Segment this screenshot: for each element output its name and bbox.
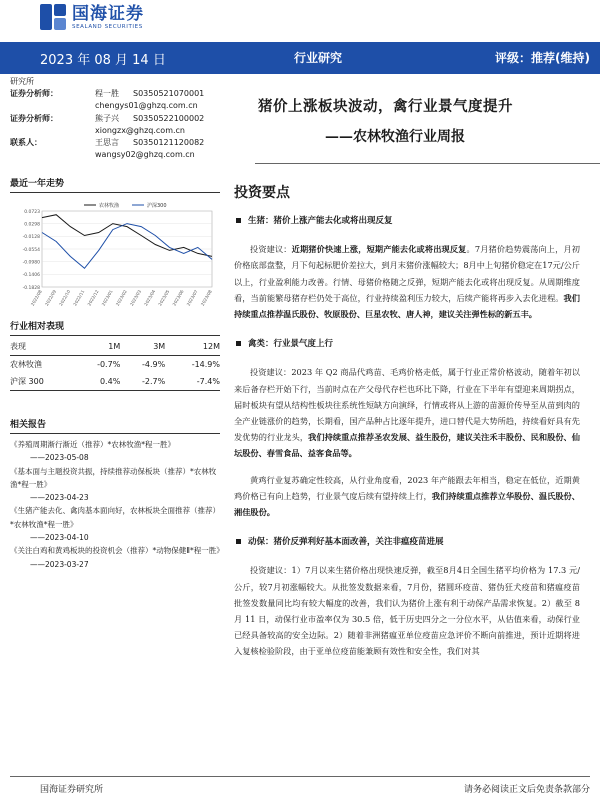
analyst-block	[10, 76, 250, 161]
title-divider	[255, 163, 600, 164]
chart-title: 最近一年走势	[10, 176, 220, 193]
y-tick-label: -0.0980	[22, 260, 40, 266]
table-row	[10, 373, 220, 391]
related-reports-title: 相关报告	[10, 417, 220, 434]
x-tick-label: 2023/07	[185, 289, 199, 307]
y-tick-label: -0.1828	[22, 285, 40, 291]
bullet-heading-animal-health: 动保：猪价反弹利好基本面改善，关注非瘟疫苗进展	[234, 534, 580, 550]
research-institute-label: 研究所	[10, 77, 34, 86]
x-tick-label: 2023/05	[157, 289, 171, 307]
contact-email[interactable]: wangsy02@ghzq.com.cn	[95, 150, 195, 160]
x-tick-label: 2022/08	[29, 289, 43, 307]
analyst-role: 证券分析师：	[10, 89, 58, 99]
report-date: ——2023-04-23	[30, 493, 89, 503]
report-link[interactable]: 《关注白鸡和黄鸡板块的投资机会（推荐）*动物保健Ⅱ*程一胜》	[10, 546, 224, 556]
bullet-heading-poultry: 禽类：行业景气度上行	[234, 336, 580, 352]
footer-institute: 国海证券研究所	[40, 785, 104, 795]
x-tick-label: 2022/12	[86, 289, 100, 307]
x-tick-label: 2023/06	[171, 289, 185, 307]
report-subtitle: ——农林牧渔行业周报	[325, 129, 465, 145]
x-tick-label: 2022/10	[58, 289, 72, 307]
logo-mark-icon	[40, 4, 66, 30]
row-label: 农林牧渔	[10, 360, 42, 369]
report-section: 行业研究	[294, 51, 343, 65]
brand-name-cn: 国海证券	[72, 3, 144, 24]
report-date: ——2023-03-27	[30, 559, 89, 569]
performance-title: 行业相对表现	[10, 319, 220, 336]
y-tick-label: 0.0723	[24, 209, 40, 215]
performance-table	[10, 338, 220, 391]
y-tick-label: -0.1406	[22, 273, 40, 279]
paragraph-poultry: 投资建议：2023 年 Q2 商品代鸡苗、毛鸡价格走低，属于行业正常价格波动，随着年初以来后备存栏开始下行，当前时点在产父母代存栏也环比下降，行业在下半年有望迎来周期拐点，届时板块有望从结构性板块往系统性短缺方向演绎，行情或将从上游的苗源价传导至从苗到肉的全产业链涨价的趋势，长期看，国产品种占比逐年提升，进口替代是大势所趋，持续看好具有先发优势的行业龙头，我们持续重点推荐圣农发展、益生股份，建议关注禾丰股份、民和股份、仙坛股份、春雪食品、益客食品等。	[234, 367, 580, 459]
contact-id: S0350121120082	[133, 138, 205, 148]
analyst-id: S0350521070001	[133, 89, 205, 99]
analyst-id: S0350522100002	[133, 113, 205, 123]
chart-legend	[84, 202, 167, 209]
analyst-email[interactable]: chengys01@ghzq.com.cn	[95, 101, 198, 111]
paragraph-hog: 投资建议：近期猪价快速上涨，短期产能去化或将出现反复。7月猪价趋势震荡向上，月初价格底部盘整，月下旬起标肥价差拉大，到月末猪价涨幅较大；8月中上旬猪价稳定在17元/公斤以上，行业盈利能力改善。行情、母猪价格随之反弹，短期产能去化或将出现反复。从周期维度看，当前能繁母猪存栏仍处于高位，行业持续盈利压力较大，后续产能将再步入去化进程。我们持续重点推荐温氏股份、牧原股份、巨星农牧、唐人神，建议关注弹性标的新五丰。	[234, 244, 580, 320]
y-tick-label: 0.0298	[24, 222, 40, 228]
table-row	[10, 356, 220, 374]
x-tick-label: 2022/11	[72, 289, 86, 307]
report-date: ——2023-05-08	[30, 453, 89, 463]
table-cell: -2.7%	[120, 373, 165, 391]
y-tick-label: -0.0554	[22, 247, 40, 253]
analyst-name: 程一胜	[95, 89, 119, 99]
footer-divider	[10, 776, 590, 777]
row-label: 沪深 300	[10, 373, 75, 391]
analyst-role: 证券分析师：	[10, 113, 58, 123]
y-tick-label: -0.0128	[22, 235, 40, 241]
table-cell: -7.4%	[165, 373, 220, 391]
contact-name: 王思言	[95, 138, 119, 148]
report-link[interactable]: 《生猪产能去化、禽肉基本面向好，农林板块全面推荐（推荐）*农林牧渔*程一胜》	[10, 506, 220, 529]
contact-role: 联系人：	[10, 138, 42, 148]
paragraph-animal-health: 投资建议：1）7月以来生猪价格出现快速反弹，截至8月4日全国生猪平均价格为 17.3 元/公斤，较7月初涨幅较大。从批签发数据来看，7月份，猪圆环疫苗、猪伪狂犬疫苗和猪瘟疫苗批签发数量同比均有较大幅度的改善，我们认为猪价上涨有利于动保产品需求恢复。2）截至 8 月 11 日，动保行业市盈率仅为 30.5 倍，低于历史四分之一分位水平，从估值来看，动保行业已经具备较高的安全边际。2）随着非洲猪瘟亚单位疫苗应急评价不断向前推进，预计近期将进入复核检验阶段，由于亚单位疫苗能兼顾有效性和安全性，我们对其	[234, 565, 580, 657]
table-cell: -14.9%	[191, 360, 220, 369]
table-header: 12M	[165, 338, 220, 356]
bullet-heading-hog: 生猪：猪价上涨产能去化或将出现反复	[234, 213, 580, 229]
report-link[interactable]: 《养殖周期渐行渐近（推荐）*农林牧渔*程一胜》	[10, 440, 175, 449]
legend-label-csi300: 沪深300	[147, 203, 167, 209]
series-line-agri	[42, 215, 212, 257]
sidebar	[10, 176, 224, 571]
report-date: 2023 年 08 月 14 日	[40, 53, 166, 68]
table-header: 表现	[10, 338, 75, 356]
brand-logo	[40, 4, 144, 30]
trend-chart	[10, 195, 220, 315]
report-link[interactable]: 《基本面与主题投资共振，持续推荐动保板块（推荐）*农林牧渔*程一胜》	[10, 466, 217, 489]
industry-rating: 评级：推荐(维持)	[495, 51, 590, 65]
report-date: ——2023-04-10	[30, 533, 89, 543]
x-tick-label: 2023/02	[114, 289, 128, 307]
legend-label-agri: 农林牧渔	[99, 203, 120, 209]
report-title: 猪价上涨板块波动，禽行业景气度提升	[258, 98, 513, 115]
x-tick-label: 2023/04	[143, 289, 157, 307]
analyst-email[interactable]: xiongzx@ghzq.com.cn	[95, 125, 185, 135]
x-tick-label: 2022/09	[43, 289, 58, 307]
footer-disclaimer: 请务必阅读正文后免责条款部分	[463, 785, 590, 795]
section-heading: 投资要点	[234, 185, 290, 201]
x-tick-label: 2023/01	[100, 289, 114, 307]
table-header: 3M	[120, 338, 165, 356]
brand-name-en: SEALAND SECURITIES	[72, 23, 143, 30]
table-header: 1M	[75, 338, 120, 356]
table-cell: 0.4%	[75, 373, 120, 391]
table-cell: -0.7%	[97, 360, 121, 369]
main-content	[234, 213, 580, 660]
related-reports-list	[10, 438, 224, 571]
x-tick-label: 2023/08	[199, 289, 213, 307]
x-tick-label: 2023/03	[128, 289, 143, 307]
table-header-row	[10, 338, 220, 356]
report-header-bar	[0, 42, 600, 74]
table-cell: -4.9%	[141, 360, 166, 369]
analyst-name: 熊子兴	[95, 113, 119, 123]
paragraph-yellow-chicken: 黄鸡行业复苏确定性较高，从行业角度看，2023 年产能跟去年相当，稳定在低位，近期黄鸡价格已有向上趋势，行业景气度后续有望持续上行，我们持续重点推荐立华股份、温氏股份、湘佳股份。	[234, 474, 580, 518]
